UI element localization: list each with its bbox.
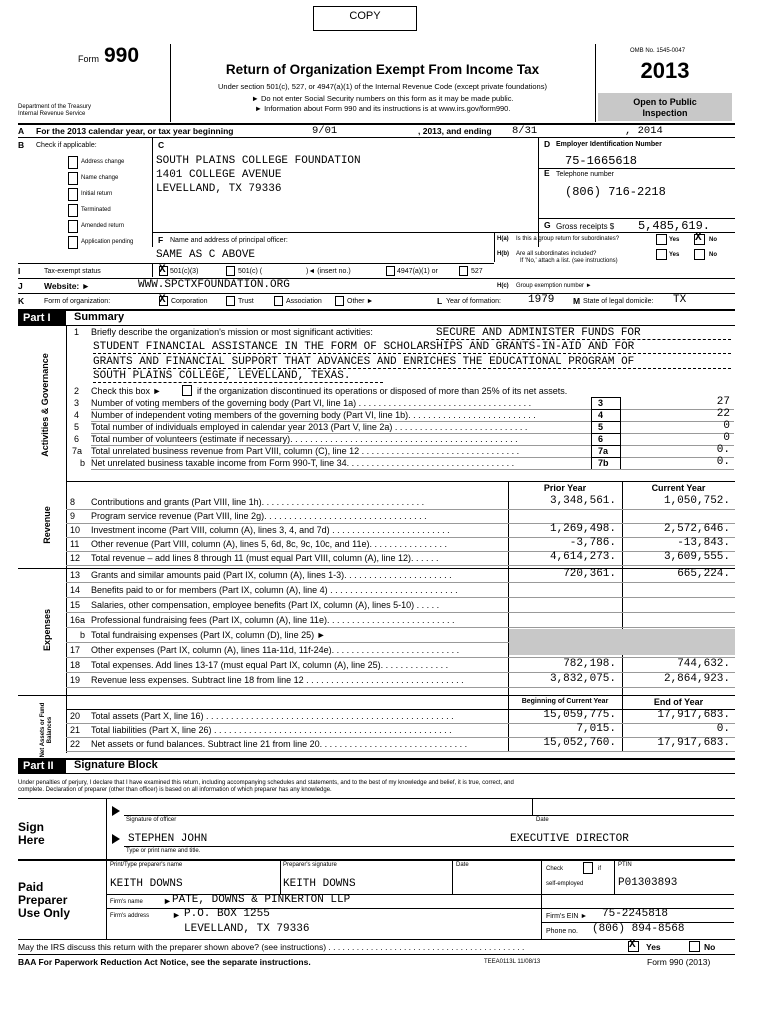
side-expenses: Expenses [42,608,52,652]
trust-checkbox[interactable] [226,296,235,306]
ein-value: 75-1665618 [565,154,638,168]
net-assets-row-prior: 15,059,775. [543,709,616,721]
officer-value: SAME AS C ABOVE [156,249,256,261]
check-applicable-item: Terminated [81,207,111,213]
fundraising-shade [509,629,735,655]
revenue-row-num: 9 [70,511,76,521]
gov-row-label: Net unrelated business taxable income from Form 990-T, line 34. . . . . . . . . . . . . . . . . . . . . . . . . . . . . . . . . . [91,458,515,468]
revenue-row-rule [66,565,735,566]
expense-row-rule [66,582,735,583]
firm-name: PATE, DOWNS & PINKERTON LLP [172,894,351,906]
revenue-row-prior: 3,348,561. [549,495,616,507]
mission-line-4: SOUTH PLAINS COLLEGE, LEVELLAND, TEXAS. [93,370,383,383]
discuss-no-label: No [704,942,716,952]
revenue-row-current: 2,572,646. [663,523,730,535]
expense-row-current: 665,224. [677,568,730,580]
revenue-row-label: Investment income (Part VIII, column (A), lines 3, 4, and 7d) . . . . . . . . . . . . . . . . . . . . . . . . [91,525,450,535]
tax-exempt-label: Tax-exempt status [44,268,101,275]
revenue-row-label: Contributions and grants (Part VIII, line 1h). . . . . . . . . . . . . . . . . . . . . . . . . . . . . . . . . [91,497,425,507]
check-applicable-checkbox[interactable] [68,156,78,169]
form-note-info: ► Information about Form 990 and its instructions is at www.irs.gov/form990. [254,104,511,113]
revenue-row-label: Total revenue – add lines 8 through 11 (must equal Part VIII, column (A), line 12). . . . . . [91,553,439,563]
check-applicable-item: Name change [81,175,119,181]
gov-row-label: Total unrelated business revenue from Part VIII, column (C), line 12 . . . . . . . . . . . . . . . . . . . . . . . . . . . . . . . . [91,446,520,456]
firm-address-2: LEVELLAND, TX 79336 [184,923,310,935]
gov-row-label: Number of independent voting members of the governing body (Part VI, line 1b). . . . . . . . . . . . . . . . . . . . . . . . . . [91,410,536,420]
check-applicable-label: Check if applicable: [36,142,97,149]
penalty-line-1: Under penalties of perjury, I declare that I have examined this return, including accompanying schedules and statements, and to the best of my knowledge and belief, it is true, correct, and [18,780,514,786]
gov-row-num: 5 [74,422,80,432]
dept-line2: Internal Revenue Service [18,111,86,117]
org-street: 1401 COLLEGE AVENUE [156,169,282,181]
firm-name-label: Firm's name [110,899,143,905]
form-subtitle: Under section 501(c), 527, or 4947(a)(1) of the Internal Revenue Code (except private foundations) [218,82,547,91]
check-applicable-item: Amended return [81,223,125,229]
expense-section-rule [18,695,735,696]
expense-row-current: 744,632. [677,658,730,670]
line2-rest: if the organization discontinued its operations or disposed of more than 25% of its net assets. [197,386,568,396]
revenue-row-num: 11 [70,539,80,549]
gov-row-num: 3 [74,398,80,408]
name-arrow-icon [112,834,120,844]
line-k-letter: K [18,296,25,306]
officer-date-label: Date [536,817,549,823]
expense-row-num: 18 [70,660,81,670]
preparer-name-label: Print/Type preparer's name [110,862,183,868]
status-527-label: 527 [471,268,483,275]
mission-line-3: GRANTS AND FINANCIAL SUPPORT THAT ADVANCES AND ENRICHES THE EDUCATIONAL PROGRAM OF [93,356,731,369]
association-checkbox[interactable] [274,296,283,306]
year-formation-value: 1979 [528,294,555,306]
status-527-checkbox[interactable] [459,266,468,276]
expense-row-prior: 720,361. [563,568,616,580]
status-501c-checkbox[interactable] [226,266,235,276]
line1-label: Briefly describe the organization's mission or most significant activities: [91,327,373,337]
line2-label: Check this box ► [91,386,162,396]
if-label: if [598,866,601,872]
revenue-row-prior: -3,786. [569,537,616,549]
gross-receipts-value: 5,485,619. [638,219,711,233]
line-m-letter: M [573,296,581,306]
expense-row-current: 2,864,923. [663,673,730,685]
omb-number: OMB No. 1545-0047 [630,48,686,54]
use-only-label: Use Only [18,906,71,920]
hb-yes-checkbox[interactable] [656,249,667,260]
dept-line1: Department of the Treasury [18,104,92,110]
officer-label: Name and address of principal officer: [170,237,288,244]
footer-form: Form 990 (2013) [647,957,711,967]
self-employed-label: self-employed [546,881,584,887]
footer-code: TEEA0113L 11/08/13 [484,959,541,965]
revenue-row-num: 8 [70,497,76,507]
firm-address-arrow-icon: ► [172,910,181,920]
discuss-question: May the IRS discuss this return with the preparer shown above? (see instructions) . . . . . . . . . . . . . . . . . . . . . . . . . . . . . . . . . . . . . . . . . . [18,942,525,952]
expense-row-num: b [80,630,86,640]
corporation-mark: X [159,294,166,306]
gov-row-box-label: 4 [598,410,604,420]
preparer-name: KEITH DOWNS [110,878,183,890]
ha-yes-checkbox[interactable] [656,234,667,245]
revenue-row-num: 12 [70,553,81,563]
type-name-label: Type or print name and title. [126,848,201,854]
officer-name: STEPHEN JOHN [128,833,208,845]
sign-arrow-icon [112,806,120,816]
line-g-letter: G [544,220,551,230]
ha-label: H(a) [497,236,509,242]
revenue-row-label: Program service revenue (Part VIII, line 2g). . . . . . . . . . . . . . . . . . . . . . . . . . . . . . . . . [91,511,427,521]
firm-name-arrow-icon: ► [163,896,172,906]
self-employed-checkbox[interactable] [583,862,593,874]
line-b-letter: B [18,140,25,150]
trust-label: Trust [238,298,254,305]
paid-label: Paid [18,880,44,894]
status-501c3-label: 501(c)(3) [170,268,199,275]
expense-row-label: Revenue less expenses. Subtract line 18 from line 12 . . . . . . . . . . . . . . . . . . . . . . . . . . . . . . . . [91,675,464,685]
line-d-letter: D [544,139,551,149]
mission-line-2: STUDENT FINANCIAL ASSISTANCE IN THE FORM OF SCHOLARSHIPS AND GRANTS-IN-AID AND FOR [93,341,731,354]
expense-row-rule [66,627,735,628]
line-i-letter: I [18,266,21,276]
preparer-label: Preparer [18,893,68,907]
status-4947-checkbox[interactable] [386,266,395,276]
copy-label: COPY [349,10,381,22]
end-year-header: End of Year [653,697,704,707]
gross-receipts-label: Gross receipts $ [556,222,615,231]
net-assets-row-label: Total assets (Part X, line 16) . . . . . . . . . . . . . . . . . . . . . . . . . . . . . . . . . . . . . . . . . . . . . . . . . . [91,711,454,721]
hc-label: H(c) [497,283,509,289]
open-inspection-1: Open to Public [633,97,697,107]
year-formation-label: Year of formation: [446,298,501,305]
status-4947-label: 4947(a)(1) or [397,268,438,275]
org-city: LEVELLAND, TX 79336 [156,183,282,195]
form-note-ssn: ► Do not enter Social Security numbers on this form as it may be made public. [251,94,514,103]
check-applicable-item: Initial return [81,191,113,197]
line-a-mid: , 2013, and ending [418,126,492,136]
check-label: Check [546,866,564,872]
expense-row-num: 15 [70,600,81,610]
gov-row-box-label: 5 [598,422,604,432]
line-c-letter: C [158,140,165,150]
ptin-label: PTIN [618,862,632,868]
net-assets-row-num: 21 [70,725,81,735]
side-revenue: Revenue [42,506,52,544]
tax-year-end-year: , 2014 [625,125,663,137]
check-applicable-checkbox[interactable] [68,172,78,185]
net-assets-row-current: 17,917,683. [657,737,730,749]
side-activities: Activities & Governance [40,353,50,457]
firm-address-label: Firm's address [110,913,150,919]
gov-row-label: Number of voting members of the governing body (Part VI, line 1a) . . . . . . . . . . . . . . . . . . . . . . . . . . . . . . . . . . . [91,398,532,408]
expense-row-label: Professional fundraising fees (Part IX, column (A), line 11e). . . . . . . . . . . . . . . . . . . . . . . . . . [91,615,455,625]
gov-row-rule [91,469,734,470]
line-j-letter: J [18,281,23,291]
part2-title: Signature Block [74,759,158,771]
preparer-date-label: Date [456,862,469,868]
net-assets-row-num: 20 [70,711,81,721]
gov-row-num: b [80,458,86,468]
hb-no-checkbox[interactable] [694,249,705,260]
open-inspection-2: Inspection [642,108,688,118]
expense-row-num: 14 [70,585,81,595]
association-label: Association [286,298,322,305]
ha-text: Is this a group return for subordinates? [516,236,620,242]
domicile-value: TX [673,294,687,306]
net-assets-row-label: Total liabilities (Part X, line 26) . . . . . . . . . . . . . . . . . . . . . . . . . . . . . . . . . . . . . . . . . . . . . . . . [91,725,452,735]
gov-row-value: 0. [716,456,730,468]
expense-row-label: Other expenses (Part IX, column (A), lines 11a-11d, 11f-24e). . . . . . . . . . . . . . . . . . . . . . . . . . [91,645,460,655]
expense-row-label: Grants and similar amounts paid (Part IX, column (A), lines 1-3). . . . . . . . . . . . . . . . . . . . . . [91,570,452,580]
gov-row-label: Total number of individuals employed in calendar year 2013 (Part V, line 2a) . . . . . . . . . . . . . . . . . . . . . . . . . . . [91,422,528,432]
phone-value: (806) 716-2218 [565,185,666,199]
ptin-value: P01303893 [618,877,678,889]
firm-phone-label: Phone no. [546,928,578,935]
status-501c-insert: )◄ (insert no.) [306,268,351,275]
gov-row-value: 27 [716,396,730,408]
sign-label-2: Here [18,833,45,847]
expense-row-rule [66,612,735,613]
tax-year-end: 8/31 [512,125,538,137]
net-assets-row-prior: 7,015. [576,723,616,735]
expense-row-rule [66,597,735,598]
org-name: SOUTH PLAINS COLLEGE FOUNDATION [156,155,361,167]
part1-title: Summary [74,311,125,323]
ein-label: Employer Identification Number [556,141,662,148]
check-applicable-item: Address change [81,159,125,165]
expense-row-num: 16a [70,615,86,625]
other-label: Other ► [347,298,374,305]
revenue-row-label: Other revenue (Part VIII, column (A), lines 5, 6d, 8c, 9c, 10c, and 11e). . . . . . . . . . . . . . . . [91,539,447,549]
ha-no-label: No [709,237,717,243]
expense-row-rule [66,687,735,688]
line-a-label: For the 2013 calendar year, or tax year beginning [36,126,234,136]
hb-text: Are all subordinates included? [516,251,597,257]
expense-row-label: Total expenses. Add lines 13-17 (must equal Part IX, column (A), line 25). . . . . . . . . . . . . . [91,660,449,670]
expense-row-label: Salaries, other compensation, employee benefits (Part IX, column (A), lines 5-10) . . . . . [91,600,440,610]
penalty-line-2: complete. Declaration of preparer (other than officer) is based on all information of which preparer has any knowledge. [18,787,332,793]
check-applicable-checkbox[interactable] [68,220,78,233]
gov-row-value: 0. [716,444,730,456]
gov-row-value: 0 [723,432,730,444]
firm-ein-label: Firm's EIN ► [546,913,588,920]
hb-note: If 'No,' attach a list. (see instructions) [520,258,618,264]
officer-signature-label: Signature of officer [126,817,177,823]
officer-title: EXECUTIVE DIRECTOR [510,833,629,845]
expense-row-num: 17 [70,645,81,655]
gov-row-box-label: 7b [598,458,609,468]
hc-text: Group exemption number ► [516,283,592,289]
gov-row-num: 7a [72,446,83,456]
hb-no-label: No [709,252,717,258]
line1-num: 1 [74,327,80,337]
gov-row-box-label: 6 [598,434,604,444]
check-applicable-checkbox[interactable] [68,188,78,201]
tax-year-begin: 9/01 [312,125,338,137]
firm-phone-value: (806) 894-8568 [592,923,685,935]
mission-line-1: SECURE AND ADMINISTER FUNDS FOR [436,327,731,340]
firm-ein-value: 75-2245818 [602,908,669,920]
discuss-yes-label: Yes [646,942,661,952]
expense-row-num: 13 [70,570,81,580]
prior-year-header: Prior Year [543,483,587,493]
current-year-header: Current Year [651,483,706,493]
sign-label-1: Sign [18,820,44,834]
gov-row-value: 0 [723,420,730,432]
hb-yes-label: Yes [669,252,680,258]
preparer-signature-label: Preparer's signature [283,862,337,868]
phone-label: Telephone number [556,171,614,178]
ha-yes-label: Yes [669,237,680,243]
revenue-row-prior: 4,614,273. [549,551,616,563]
discuss-yes-mark: X [629,939,636,951]
preparer-signature: KEITH DOWNS [283,878,356,890]
gov-row-num: 6 [74,434,80,444]
form-title: Return of Organization Exempt From Income Tax [225,62,540,77]
gov-row-box-label: 7a [598,446,609,456]
revenue-row-current: 3,609,555. [663,551,730,563]
website-value: WWW.SPCTXFOUNDATION.ORG [138,279,290,291]
expense-row-label: Total fundraising expenses (Part IX, column (D), line 25) ► [91,630,326,640]
hb-label: H(b) [497,251,509,257]
net-assets-row-label: Net assets or fund balances. Subtract line 21 from line 20. . . . . . . . . . . . . . . . . . . . . . . . . . . . . . [91,739,468,749]
net-assets-row-num: 22 [70,739,81,749]
check-applicable-checkbox[interactable] [68,236,78,249]
part1-tag: Part I [18,311,66,325]
expense-row-prior: 782,198. [563,658,616,670]
expense-row-num: 19 [70,675,81,685]
status-501c-label: 501(c) ( [238,268,263,275]
corporation-label: Corporation [171,298,208,305]
check-applicable-checkbox[interactable] [68,204,78,217]
expense-row-prior: 3,832,075. [549,673,616,685]
line-a-letter: A [18,126,25,136]
firm-address-1: P.O. BOX 1255 [184,908,270,920]
ha-no-mark: X [695,232,702,244]
status-501c3-mark: X [159,264,166,276]
revenue-row-prior: 1,269,498. [549,523,616,535]
check-applicable-item: Application pending [81,239,134,245]
net-assets-row-current: 17,917,683. [657,709,730,721]
footer-baa: BAA For Paperwork Reduction Act Notice, see the separate instructions. [18,957,311,967]
gov-row-value: 22 [716,408,730,420]
revenue-row-current: 1,050,752. [663,495,730,507]
line-e-letter: E [544,168,550,178]
website-label: Website: ► [44,281,91,291]
discontinued-checkbox[interactable] [182,385,192,396]
form-word: Form [78,54,99,64]
domicile-label: State of legal domicile: [583,298,654,305]
revenue-row-rule [66,509,735,510]
part2-tag: Part II [18,759,66,773]
net-assets-row-current: 0. [716,723,730,735]
side-net-assets: Net Assets or Fund Balances [40,702,53,758]
expense-row-label: Benefits paid to or for members (Part IX, column (A), line 4) . . . . . . . . . . . . . . . . . . . . . . . . . . [91,585,458,595]
line-l-letter: L [437,296,443,306]
form-number: 990 [104,44,140,67]
revenue-row-num: 10 [70,525,81,535]
gov-row-num: 4 [74,410,80,420]
org-form-label: Form of organization: [44,298,111,305]
gov-row-label: Total number of volunteers (estimate if necessary). . . . . . . . . . . . . . . . . . . . . . . . . . . . . . . . . . . . . . . . . . . . . . [91,434,518,444]
discuss-no-checkbox[interactable] [689,941,700,952]
other-checkbox[interactable] [335,296,344,306]
line2-num: 2 [74,386,80,396]
tax-year: 2013 [640,58,690,83]
fin-header-rule [66,481,735,482]
net-assets-row-rule [66,751,735,752]
net-assets-row-prior: 15,052,760. [543,737,616,749]
line-f-letter: F [158,235,164,245]
gov-row-box-label: 3 [598,398,604,408]
revenue-row-current: -13,843. [677,537,730,549]
begin-year-header: Beginning of Current Year [521,698,609,705]
